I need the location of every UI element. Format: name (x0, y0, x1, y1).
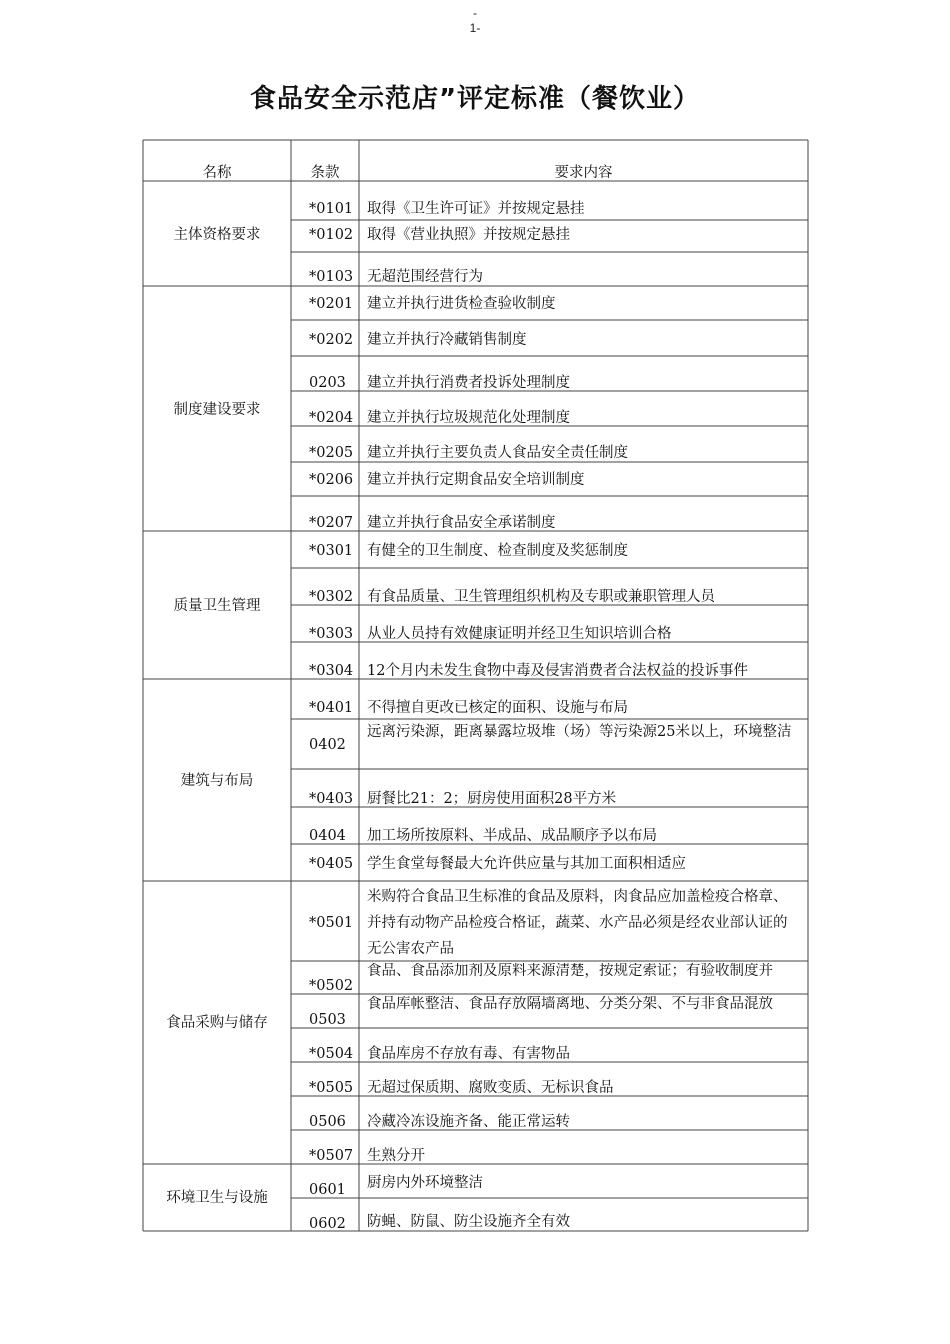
requirement-text: 有食品质量、卫生管理组织机构及专职或兼职管理人员 (367, 589, 715, 605)
clause-code: 0506 (309, 1114, 346, 1130)
page-number: 1- (469, 21, 481, 35)
clause-code: *0207 (309, 515, 354, 531)
clause-code: *0101 (309, 201, 354, 217)
clause-code: *0501 (309, 915, 354, 931)
section-name: 食品采购与储存 (166, 1015, 268, 1031)
requirement-text: 食品、食品添加剂及原料来源清楚，按规定索证；有验收制度并 (367, 963, 773, 979)
clause-code: *0301 (309, 543, 354, 559)
requirement-text: 建立并执行垃圾规范化处理制度 (367, 410, 570, 426)
header-clause: 条款 (310, 165, 340, 181)
clause-code: *0405 (309, 856, 354, 872)
clause-code: *0204 (309, 410, 354, 426)
requirement-text: 学生食堂每餐最大允许供应量与其加工面积相适应 (367, 856, 686, 872)
requirement-text: 从业人员持有效健康证明并经卫生知识培训合格 (367, 626, 672, 642)
requirement-text: 厨餐比21：2；厨房使用面积28平方米 (367, 791, 617, 807)
requirement-text: 生熟分开 (367, 1148, 425, 1164)
requirement-text: 食品库帐整洁、食品存放隔墙离地、分类分架、不与非食品混放 (367, 996, 773, 1012)
requirement-text: 建立并执行冷藏销售制度 (367, 332, 527, 348)
clause-code: *0507 (309, 1148, 354, 1164)
requirement-text: 防蝇、防鼠、防尘设施齐全有效 (367, 1214, 570, 1230)
clause-code: 0602 (309, 1216, 346, 1232)
clause-code: *0303 (309, 626, 354, 642)
clause-code: *0201 (309, 296, 354, 312)
section-name: 环境卫生与设施 (166, 1190, 268, 1206)
requirement-text: 建立并执行食品安全承诺制度 (367, 515, 556, 531)
clause-code: *0304 (309, 663, 354, 679)
section-name: 制度建设要求 (173, 402, 261, 418)
clause-code: *0205 (309, 445, 354, 461)
requirement-text: 米购符合食品卫生标准的食品及原料，肉食品应加盖检疫合格章、并持有动物产品检疫合格证，蔬菜、水产品必须是经农业部认证的无公害农产品 (367, 889, 788, 957)
clause-code: *0505 (309, 1080, 354, 1096)
clause-code: *0302 (309, 589, 354, 605)
requirement-text: 12个月内未发生食物中毒及侵害消费者合法权益的投诉事件 (367, 663, 748, 679)
requirement-text: 厨房内外环境整洁 (367, 1175, 483, 1191)
document-title: 食品安全示范店”评定标准（餐饮业） (249, 84, 701, 114)
requirement-text: 建立并执行定期食品安全培训制度 (367, 472, 585, 488)
requirement-text: 建立并执行主要负责人食品安全责任制度 (367, 445, 628, 461)
clause-code: 0402 (309, 737, 346, 753)
requirement-text: 冷藏冷冻设施齐备、能正常运转 (367, 1114, 570, 1130)
clause-code: 0404 (309, 828, 346, 844)
header-name: 名称 (202, 165, 232, 181)
requirement-text: 建立并执行进货检查验收制度 (367, 296, 556, 312)
requirement-text: 无超范围经营行为 (367, 269, 483, 285)
requirement-text: 食品库房不存放有毒、有害物品 (367, 1046, 570, 1062)
requirement-text: 取得《营业执照》并按规定悬挂 (367, 227, 570, 243)
requirement-text: 远离污染源，距离暴露垃圾堆（场）等污染源25米以上，环境整洁 (367, 724, 792, 740)
clause-code: 0503 (309, 1012, 346, 1028)
clause-code: *0202 (309, 332, 354, 348)
clause-code: *0206 (309, 472, 354, 488)
clause-code: *0102 (309, 227, 354, 243)
clause-code: *0401 (309, 700, 354, 716)
requirement-text: 加工场所按原料、半成品、成品顺序予以布局 (367, 828, 657, 844)
section-name: 质量卫生管理 (173, 598, 261, 614)
requirement-text: 建立并执行消费者投诉处理制度 (367, 375, 570, 391)
clause-code: *0403 (309, 791, 354, 807)
header-requirement: 要求内容 (554, 165, 613, 181)
clause-code: *0504 (309, 1046, 354, 1062)
clause-code: *0103 (309, 269, 354, 285)
requirement-text: 无超过保质期、腐败变质、无标识食品 (367, 1080, 614, 1096)
requirement-text: 不得擅自更改已核定的面积、设施与布局 (367, 700, 628, 716)
clause-code: 0203 (309, 375, 346, 391)
requirement-text: 取得《卫生许可证》并按规定悬挂 (367, 201, 585, 217)
page-number-dash: - (473, 6, 477, 20)
clause-code: 0601 (309, 1182, 346, 1198)
section-name: 建筑与布局 (180, 773, 254, 789)
clause-code: *0502 (309, 978, 354, 994)
requirement-text: 有健全的卫生制度、检查制度及奖惩制度 (367, 543, 628, 559)
section-name: 主体资格要求 (173, 227, 261, 243)
